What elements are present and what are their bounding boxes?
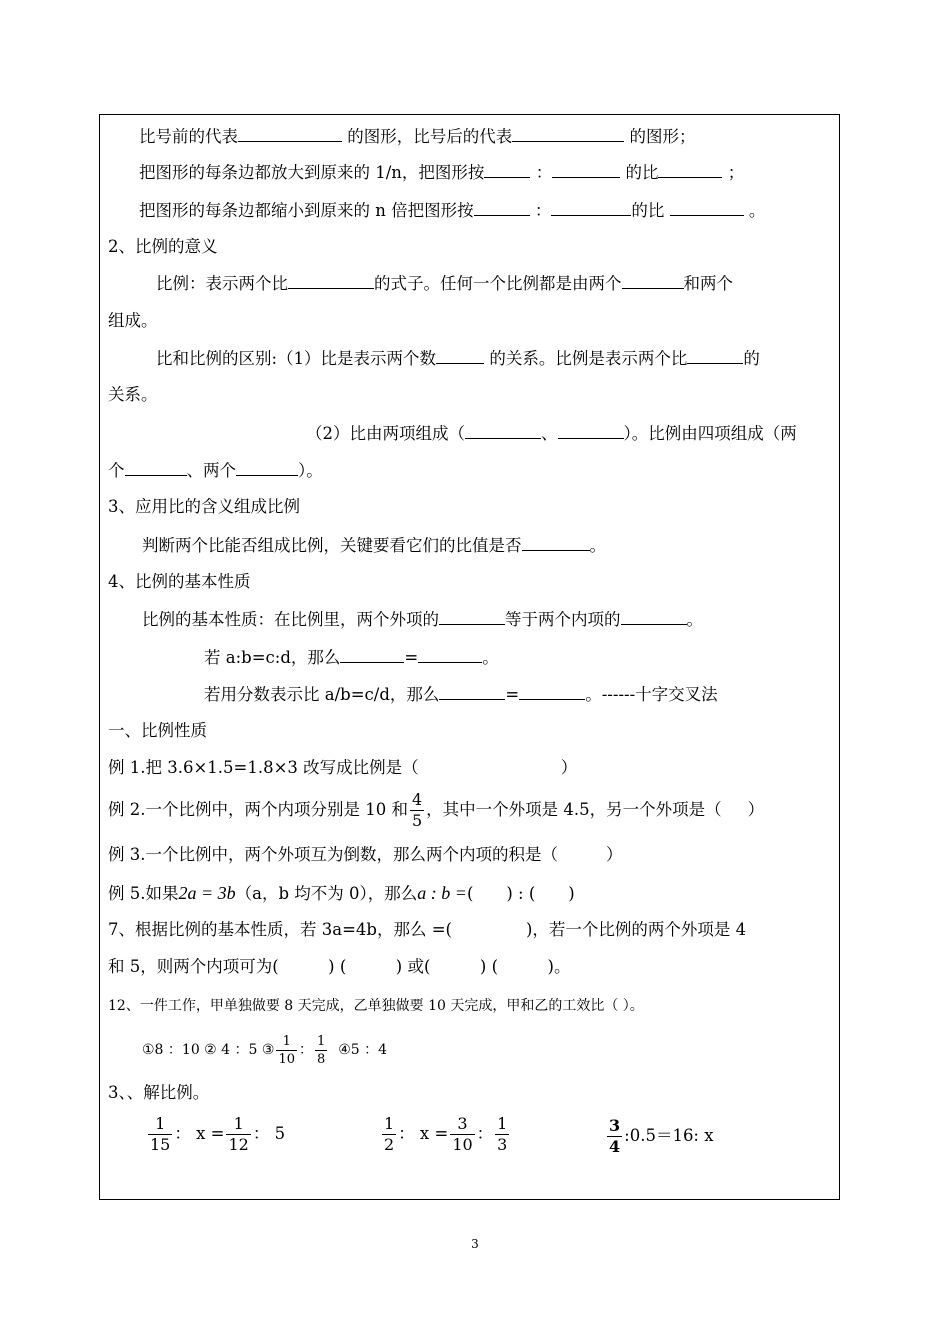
text: ； [727, 163, 745, 182]
page-number: 3 [471, 1237, 479, 1251]
denominator: 10 [278, 1051, 295, 1067]
blank [238, 126, 342, 142]
text: ： 5 [252, 1124, 286, 1143]
text: 等于两个内项的 [505, 610, 621, 629]
line-fraction-cross [204, 684, 718, 705]
fraction [226, 1116, 250, 1153]
line-shrink [139, 200, 765, 221]
text: )，若一个比例的两个外项是 4 [525, 920, 747, 939]
fraction [410, 792, 424, 829]
question-7-cont: 和 5，则两个内项可为( ) ( ) 或( ) ( )。 [108, 957, 571, 976]
text: 若 a:b=c:d，那么 [204, 648, 341, 667]
heading-examples: 一、比例性质 [108, 721, 207, 740]
text: ： [476, 1124, 494, 1143]
text: ，其中一个外项是 4.5，另一个外项是（ [426, 800, 722, 819]
heading-ratio-meaning: 2、比例的意义 [108, 237, 218, 256]
blank [236, 460, 298, 476]
blank [436, 348, 484, 364]
line-basic-property [142, 609, 703, 630]
text: 例 2.一个比例中，两个内项分别是 10 和 [108, 800, 408, 819]
line-abcd [204, 647, 499, 668]
text: 7、根据比例的基本性质，若 3a=4b，那么 =( [108, 920, 452, 939]
blank [512, 126, 624, 142]
numerator: 1 [148, 1116, 172, 1135]
text: 。 [686, 610, 703, 629]
blank [125, 460, 187, 476]
fraction [607, 1118, 622, 1155]
example-2 [108, 790, 764, 830]
text: ④5 ：4 [338, 1042, 388, 1058]
text: 的关系。比例是表示两个比 [489, 349, 688, 368]
numerator: 3 [609, 1116, 621, 1135]
blank [288, 273, 374, 289]
text: 的 [743, 349, 760, 368]
heading-solve: 3、、解比例。 [108, 1083, 210, 1102]
text: 的比 [631, 201, 665, 220]
text: 判断两个比能否组成比例，关键要看它们的比值是否 [142, 536, 522, 555]
denominator: 8 [317, 1051, 326, 1067]
question-7 [108, 920, 746, 940]
denominator: 3 [497, 1135, 508, 1154]
text: 个 [108, 461, 125, 480]
numerator: 1 [497, 1114, 508, 1133]
text: 、 [541, 424, 558, 443]
text: = [404, 648, 419, 667]
text: 比号前的代表 [139, 127, 238, 146]
text: ： x = [174, 1124, 225, 1143]
blank [621, 609, 687, 625]
blank [418, 647, 482, 663]
line-compose: 组成。 [108, 311, 158, 330]
text: 的图形； [629, 127, 696, 146]
fraction [276, 1035, 297, 1066]
blank [622, 273, 684, 289]
line-four-terms [108, 460, 323, 481]
denominator: 12 [228, 1135, 249, 1154]
line-ratio-def [156, 273, 733, 294]
text: 。 [589, 536, 606, 555]
line-difference-2 [306, 423, 797, 444]
blank [465, 423, 541, 439]
text: 例 5.如果 [108, 884, 179, 903]
line-difference-1 [156, 348, 760, 369]
numerator: 1 [226, 1116, 250, 1135]
text: 比例：表示两个比 [156, 274, 288, 293]
text: 的比 [625, 163, 659, 182]
question-12: 12、一件工作，甲单独做要 8 天完成，乙单独做要 10 天完成，甲和乙的工效比（ ）。 [108, 998, 644, 1014]
text: 比例的基本性质：在比例里，两个外项的 [142, 610, 439, 629]
text: 的式子。任何一个比例都是由两个 [374, 274, 622, 293]
text: ）。 [298, 461, 323, 480]
heading-property: 4、比例的基本性质 [108, 572, 251, 591]
text: ： [299, 1042, 313, 1058]
example-3 [108, 845, 623, 865]
text: 。 [748, 201, 766, 220]
text: ( ) : ( ) [466, 884, 575, 903]
denominator: 15 [150, 1135, 171, 1154]
blank [558, 423, 624, 439]
text: ： [534, 201, 552, 220]
line-enlarge [139, 162, 744, 183]
text: ： [535, 163, 553, 182]
blank [522, 535, 590, 551]
text: （a，b 均不为 0），那么 [235, 884, 418, 903]
denominator: 2 [384, 1135, 395, 1154]
line-relation: 关系。 [108, 385, 158, 404]
blank [551, 200, 631, 216]
denominator: 10 [452, 1135, 473, 1154]
text: = [505, 685, 520, 704]
text: 和两个 [683, 274, 733, 293]
text: 。 [482, 648, 499, 667]
fraction [382, 1116, 396, 1153]
denominator: 4 [609, 1137, 621, 1156]
blank [474, 200, 530, 216]
example-1 [108, 758, 577, 778]
numerator: 3 [450, 1116, 474, 1135]
example-5 [108, 883, 575, 904]
denominator: 5 [411, 811, 423, 830]
numerator: 1 [317, 1033, 326, 1049]
line-ratio-front [139, 126, 696, 147]
text: ） [606, 845, 623, 864]
text: （2）比由两项组成（ [306, 424, 465, 443]
line-judge [142, 535, 606, 556]
blank [439, 609, 505, 625]
text: ： x = [398, 1124, 449, 1143]
blank [552, 162, 620, 178]
solve-problem-1 [146, 1112, 285, 1156]
blank [439, 684, 505, 700]
text: 的图形，比号后的代表 [347, 127, 513, 146]
text: :0.5＝16: x [624, 1126, 714, 1145]
text: ）。比例由四项组成（两 [623, 424, 797, 443]
numerator: 1 [384, 1114, 395, 1133]
blank [658, 162, 722, 178]
text: 把图形的每条边都缩小到原来的 n 倍把图形按 [139, 201, 474, 220]
text: 。------十字交叉法 [585, 685, 718, 704]
numerator: 4 [411, 790, 423, 809]
text: 若用分数表示比 a/b=c/d，那么 [204, 685, 440, 704]
text: 例 1.把 3.6×1.5=1.8×3 改写成比例是（ [108, 758, 419, 777]
text: 把图形的每条边都放大到原来的 1/n，把图形按 [139, 163, 485, 182]
blank [687, 348, 743, 364]
heading-apply: 3、应用比的含义组成比例 [108, 497, 300, 516]
solve-problem-3 [605, 1114, 714, 1158]
blank [670, 200, 744, 216]
question-12-options [142, 1030, 387, 1070]
blank [484, 162, 530, 178]
text: 比和比例的区别:（1）比是表示两个数 [156, 349, 437, 368]
fraction [148, 1116, 172, 1153]
text: ①8 ：10 ② 4 ：5 ③ [142, 1042, 275, 1058]
equation: a : b = [417, 883, 467, 903]
numerator: 1 [276, 1035, 297, 1051]
text: 、两个 [186, 461, 236, 480]
blank [519, 684, 585, 700]
fraction [495, 1116, 509, 1153]
fraction [315, 1035, 327, 1066]
equation: 2a = 3b [178, 883, 236, 903]
solve-problem-2 [380, 1112, 511, 1156]
text: ） [560, 758, 578, 777]
blank [340, 647, 404, 663]
fraction [450, 1116, 474, 1153]
text: 例 3.一个比例中，两个外项互为倒数，那么两个内项的积是（ [108, 845, 558, 864]
text: ） [747, 800, 765, 819]
